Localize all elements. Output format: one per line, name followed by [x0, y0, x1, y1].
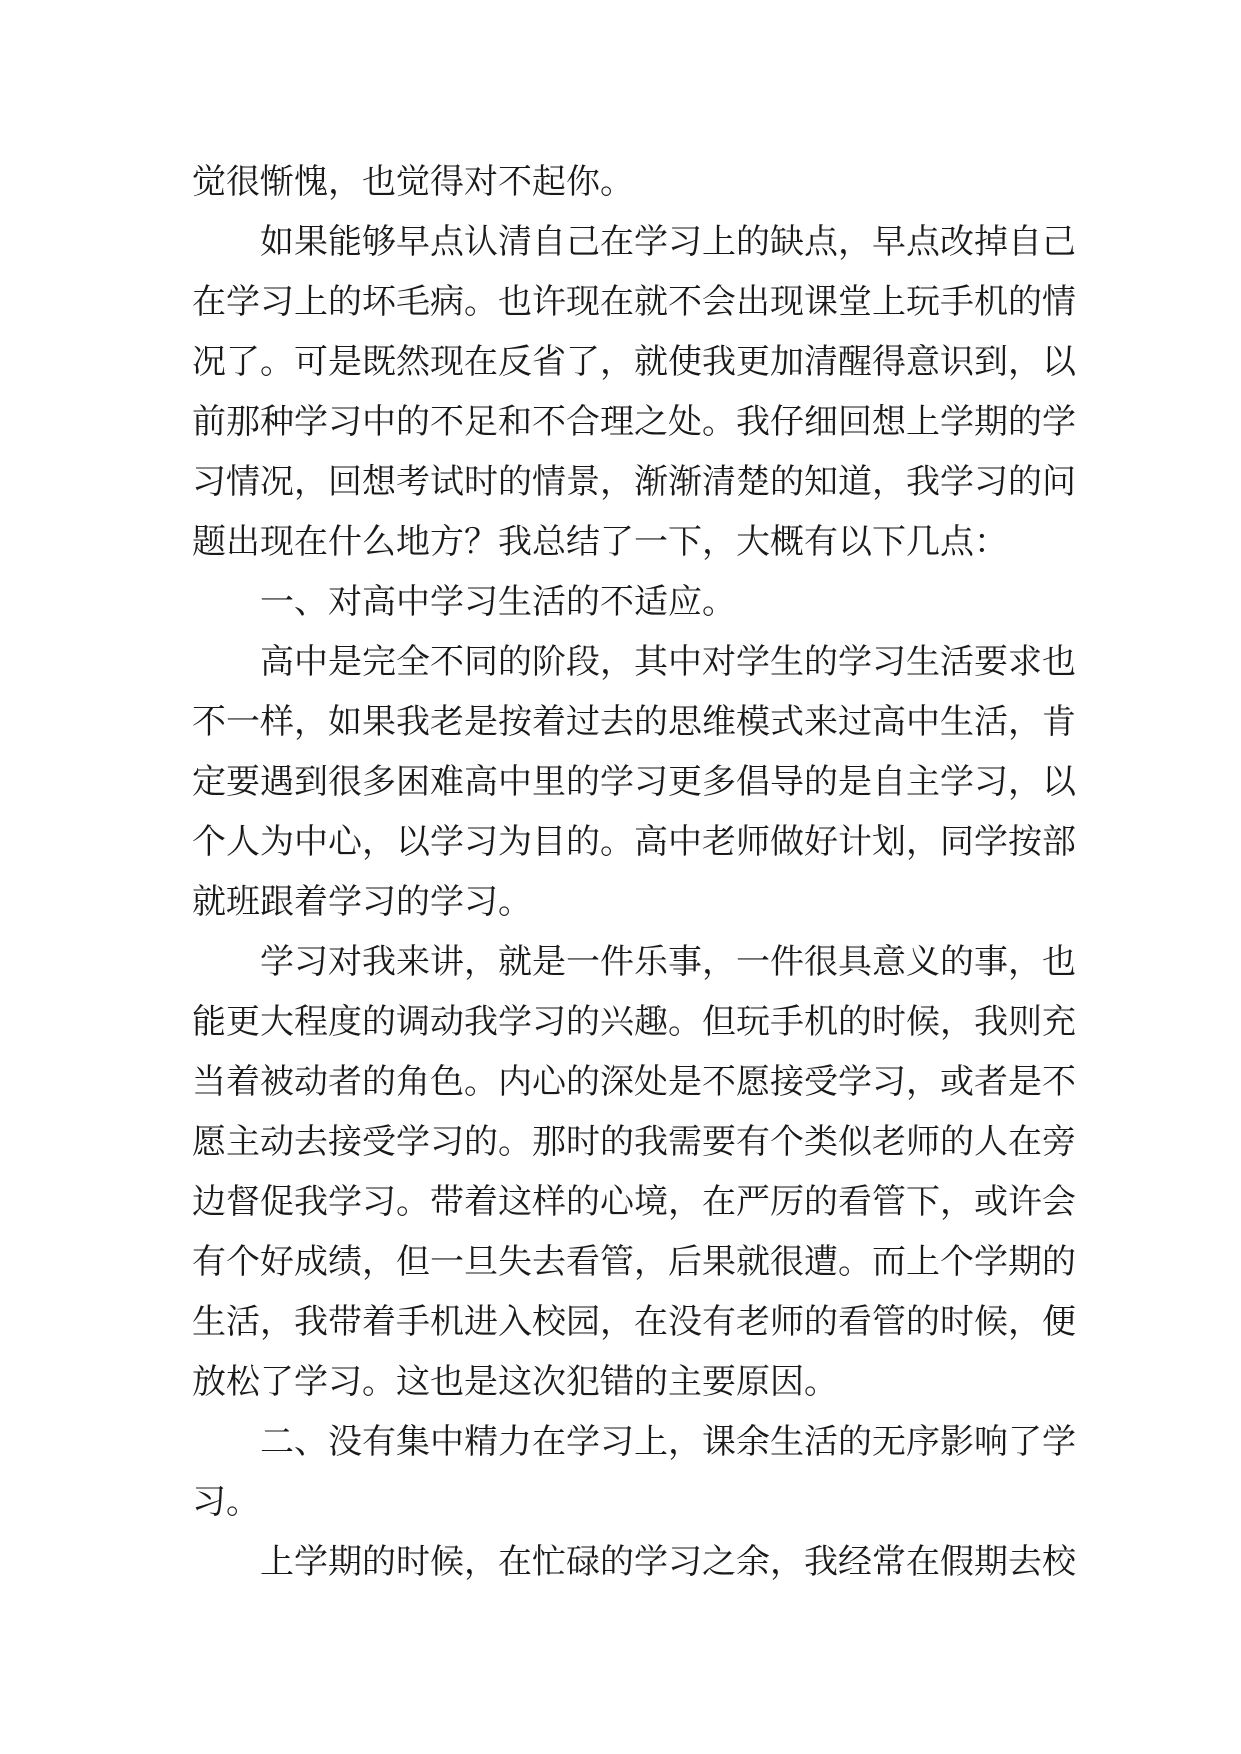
text-line: 个人为中心，以学习为目的。高中老师做好计划，同学按部: [192, 822, 1076, 862]
text-line: 就班跟着学习的学习。: [192, 882, 532, 922]
text-line: 愿主动去接受学习的。那时的我需要有个类似老师的人在旁: [192, 1122, 1076, 1162]
text-line: 不一样，如果我老是按着过去的思维模式来过高中生活，肯: [192, 702, 1076, 742]
text-line: 习情况，回想考试时的情景，渐渐清楚的知道，我学习的问: [192, 462, 1076, 502]
text-line: 题出现在什么地方？我总结了一下，大概有以下几点：: [192, 522, 1008, 562]
text-line: 边督促我学习。带着这样的心境，在严厉的看管下，或许会: [192, 1182, 1076, 1222]
text-line: 定要遇到很多困难高中里的学习更多倡导的是自主学习，以: [192, 762, 1076, 802]
text-line: 况了。可是既然现在反省了，就使我更加清醒得意识到，以: [192, 342, 1076, 382]
section-heading: 二、没有集中精力在学习上，课余生活的无序影响了学: [260, 1422, 1076, 1462]
text-line: 觉很惭愧，也觉得对不起你。: [192, 162, 634, 202]
text-line: 高中是完全不同的阶段，其中对学生的学习生活要求也: [260, 642, 1076, 682]
text-line: 放松了学习。这也是这次犯错的主要原因。: [192, 1362, 838, 1402]
text-line: 前那种学习中的不足和不合理之处。我仔细回想上学期的学: [192, 402, 1076, 442]
text-line: 当着被动者的角色。内心的深处是不愿接受学习，或者是不: [192, 1062, 1076, 1102]
section-heading: 一、对高中学习生活的不适应。: [260, 582, 736, 622]
text-line: 习。: [192, 1482, 260, 1522]
text-line: 如果能够早点认清自己在学习上的缺点，早点改掉自己: [260, 222, 1076, 262]
text-line: 在学习上的坏毛病。也许现在就不会出现课堂上玩手机的情: [192, 282, 1076, 322]
text-line: 能更大程度的调动我学习的兴趣。但玩手机的时候，我则充: [192, 1002, 1076, 1042]
text-line: 生活，我带着手机进入校园，在没有老师的看管的时候，便: [192, 1302, 1076, 1342]
text-line: 学习对我来讲，就是一件乐事，一件很具意义的事，也: [260, 942, 1076, 982]
text-line: 有个好成绩，但一旦失去看管，后果就很遭。而上个学期的: [192, 1242, 1076, 1282]
text-line: 上学期的时候，在忙碌的学习之余，我经常在假期去校: [260, 1542, 1076, 1582]
